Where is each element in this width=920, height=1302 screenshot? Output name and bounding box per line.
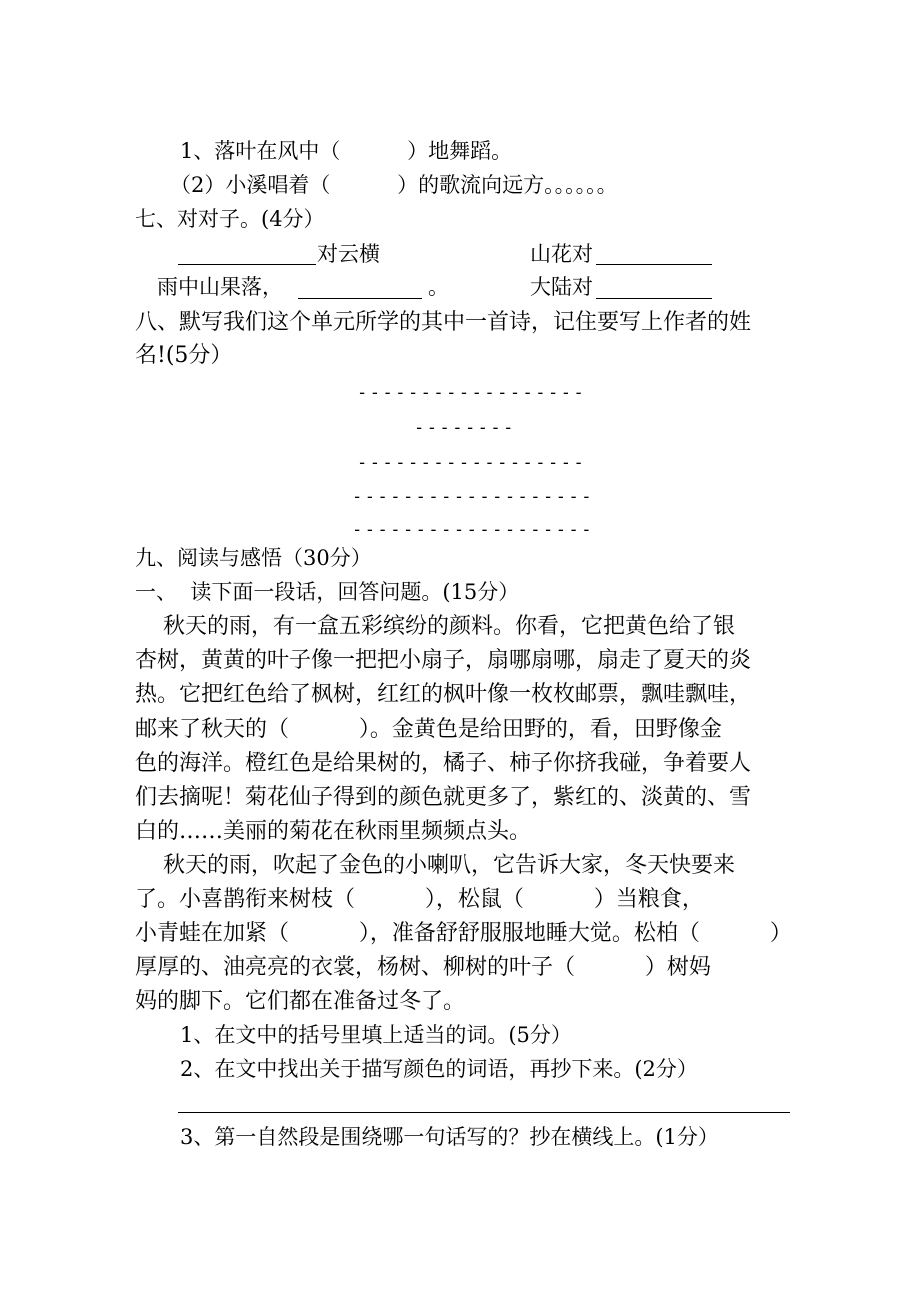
question-2: 2、在文中找出关于描写颜色的词语，再抄下来。(2分） (180, 1057, 698, 1081)
poem-line-2[interactable]: -------- (414, 418, 516, 438)
couplet-col2-2: 大陆对 (530, 275, 593, 299)
question-1: 1、在文中的括号里填上适当的词。(5分） (180, 1023, 572, 1047)
para1-line: 邮来了秋天的（ ）。金黄色是给田野的，看，田野像金 (135, 717, 722, 742)
poem-line-5[interactable]: ------------------- (352, 520, 594, 540)
couplet-right-1: 对云横 (317, 242, 380, 266)
para1-line: 白的……美丽的菊花在秋雨里频频点头。 (135, 819, 532, 844)
para1-line: 秋天的雨，有一盒五彩缤纷的颜料。你看，它把黄色给了银 (135, 614, 735, 639)
para2-line: 了。小喜鹊衔来树枝（ ），松鼠（ ）当粮食， (135, 887, 704, 912)
sec8-title-line1: 八、默写我们这个单元所学的其中一首诗，记住要写上作者的姓 (135, 310, 752, 335)
poem-line-1[interactable]: ------------------ (357, 383, 587, 403)
poem-line-4[interactable]: ------------------- (352, 487, 594, 507)
para1-line: 们去摘呢！菊花仙子得到的颜色就更多了，紫红的、淡黄的、雪 (135, 785, 752, 810)
couplet-col2-1: 山花对 (530, 242, 593, 266)
couplet-blank-4[interactable] (596, 298, 712, 299)
sec6-q2: （2）小溪唱着（ ）的歌流向远方。。。。。。 (170, 173, 618, 197)
sec7-title: 七、对对子。(4分） (135, 207, 325, 231)
couplet-blank-3[interactable] (298, 298, 422, 299)
para1-line: 色的海洋。橙红色是给果树的，橘子、柿子你挤我碰，争着要人 (135, 751, 752, 776)
couplet-blank-2[interactable] (596, 264, 712, 265)
poem-line-3[interactable]: ------------------ (357, 453, 587, 473)
question-3: 3、第一自然段是围绕哪一句话写的？抄在横线上。(1分） (180, 1125, 719, 1149)
para2-line: 妈的脚下。它们都在准备过冬了。 (135, 989, 466, 1014)
para2-line: 秋天的雨，吹起了金色的小喇叭，它告诉大家，冬天快要来 (135, 853, 735, 878)
couplet-end-2: 。 (428, 275, 449, 299)
answer-line-q2[interactable] (178, 1112, 790, 1113)
sec6-q1: 1、落叶在风中（ ）地舞蹈。 (180, 139, 513, 163)
sec9-part1-title: 一、 读下面一段话，回答问题。(15分） (135, 580, 520, 604)
para2-line: 小青蛙在加紧（ ），准备舒舒服服地睡大觉。松柏（ ） (135, 921, 792, 946)
sec9-title: 九、阅读与感悟（30分） (135, 546, 372, 570)
couplet-left-2: 雨中山果落， (157, 275, 283, 299)
para1-line: 杏树，黄黄的叶子像一把把小扇子，扇哪扇哪，扇走了夏天的炎 (135, 648, 752, 673)
sec8-title-line2: 名!(5分） (135, 343, 233, 368)
para2-line: 厚厚的、油亮亮的衣裳，杨树、柳树的叶子（ ）树妈 (135, 955, 711, 980)
para1-line: 热。它把红色给了枫树，红红的枫叶像一枚枚邮票，飘哇飘哇， (135, 682, 752, 707)
couplet-blank-1[interactable] (178, 264, 316, 265)
